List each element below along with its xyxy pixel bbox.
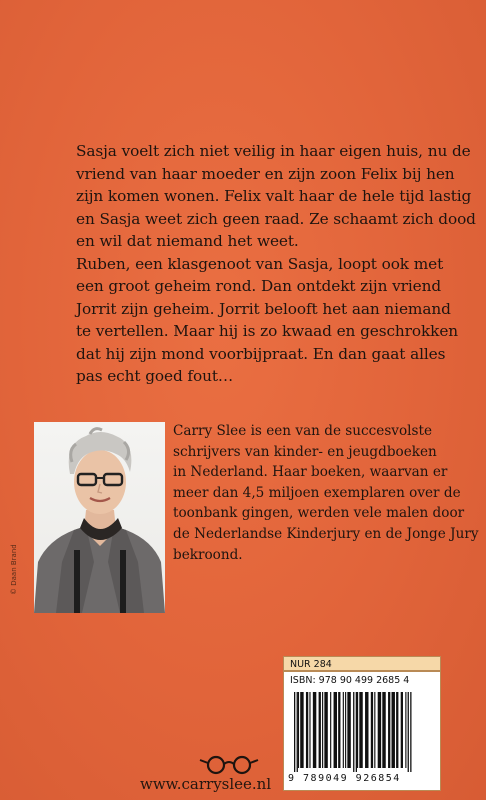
- bio-line: toonbank gingen, werden vele malen door: [173, 505, 465, 522]
- blurb-text: [76, 140, 476, 388]
- isbn-text: ISBN: 978 90 499 2685 4: [290, 675, 410, 686]
- bio-line: de Nederlandse Kinderjury en de Jonge Jury: [173, 525, 479, 542]
- blurb-line: pas echt goed fout…: [76, 367, 234, 385]
- bio-line: in Nederland. Haar boeken, waarvan er: [173, 464, 448, 481]
- nur-label: NUR 284: [283, 656, 441, 671]
- bio-line: schrijvers van kinder- en jeugdboeken: [173, 443, 437, 460]
- blurb-line: en wil dat niemand het weet.: [76, 232, 299, 250]
- blurb-line: vriend van haar moeder en zijn zoon Felix bij hen: [76, 164, 455, 183]
- website-link[interactable]: www.carryslee.nl: [140, 775, 272, 793]
- author-photo: [34, 422, 165, 613]
- bio-line: bekroond.: [173, 546, 243, 563]
- blurb-line: en Sasja weet zich geen raad. Ze schaamt zich dood: [76, 209, 476, 228]
- blurb-line: Sasja voelt zich niet veilig in haar eigen huis, nu de: [76, 142, 471, 160]
- blurb-line: een groot geheim rond. Dan ontdekt zijn vriend: [76, 277, 442, 295]
- blurb-line: te vertellen. Maar hij is zo kwaad en geschrokken: [76, 322, 459, 340]
- author-portrait-illustration: [34, 422, 165, 613]
- blurb-line: Jorrit zijn geheim. Jorrit belooft het aan niemand: [76, 299, 451, 318]
- photo-credit: © Daan Brand: [10, 544, 18, 595]
- blurb-line: zijn komen wonen. Felix valt haar de hele tijd lastig: [76, 187, 472, 205]
- barcode-number: 9 789049 926854: [288, 773, 401, 784]
- bio-line: meer dan 4,5 miljoen exemplaren over de: [173, 484, 461, 501]
- blurb-line: Ruben, een klasgenoot van Sasja, loopt ook met: [76, 254, 444, 273]
- bio-line: Carry Slee is een van de succesvolste: [173, 423, 432, 439]
- author-bio: [173, 421, 479, 565]
- barcode-area: [283, 671, 441, 791]
- barcode-bars-icon: [292, 692, 434, 772]
- glasses-logo-icon: [198, 754, 262, 776]
- blurb-line: dat hij zijn mond voorbijpraat. En dan gaat alles: [76, 344, 446, 363]
